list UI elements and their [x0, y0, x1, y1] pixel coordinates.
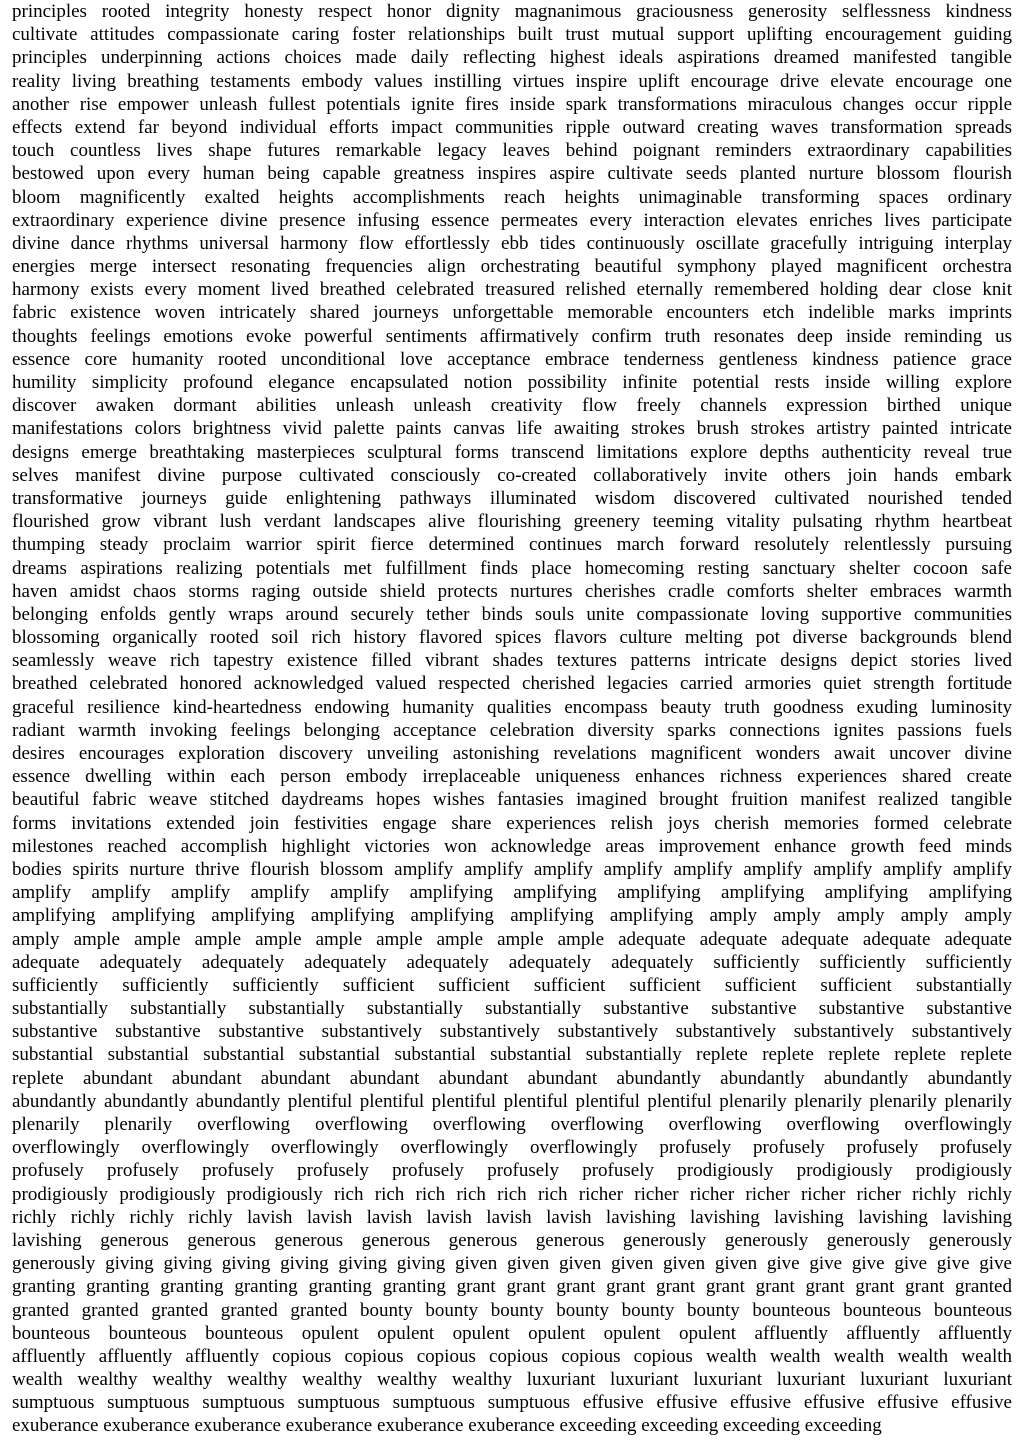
text-line: thumping steady proclaim warrior spirit fierce determined continues march forward resolutely relentlessly pursuing — [12, 534, 1012, 556]
text-line: amplifying amplifying amplifying amplifying amplifying amplifying amplifying amply amply amply amply amply — [12, 905, 1012, 927]
text-line: replete abundant abundant abundant abundant abundant abundant abundantly abundantly abundantly abundantly — [12, 1067, 1012, 1089]
text-line: prodigiously prodigiously prodigiously rich rich rich rich rich rich richer richer richer richer richer richer richly richly — [12, 1183, 1012, 1205]
text-line: bodies spirits nurture thrive flourish blossom amplify amplify amplify amplify amplify amplify amplify amplify amplify — [12, 858, 1012, 880]
text-line: another rise empower unleash fullest potentials ignite fires inside spark transformations miraculous changes occur ripple — [12, 93, 1012, 115]
text-line: adequate adequately adequately adequately adequately adequately adequately sufficiently sufficiently sufficiently — [12, 951, 1012, 973]
text-line: touch countless lives shape futures remarkable legacy leaves behind poignant reminders extraordinary capabilities — [12, 140, 1012, 162]
text-line: milestones reached accomplish highlight victories won acknowledge areas improvement enhance growth feed minds — [12, 835, 1012, 857]
text-line: haven amidst chaos storms raging outside shield protects nurtures cherishes cradle comforts shelter embraces warmth — [12, 580, 1012, 602]
text-line: bloom magnificently exalted heights accomplishments reach heights unimaginable transforming spaces ordinary — [12, 186, 1012, 208]
text-line: sufficiently sufficiently sufficiently sufficient sufficient sufficient sufficient sufficient sufficient substantially — [12, 974, 1012, 996]
text-line: profusely profusely profusely profusely profusely profusely profusely prodigiously prodigiously prodigiously — [12, 1160, 1012, 1182]
text-line: wealth wealthy wealthy wealthy wealthy wealthy wealthy luxuriant luxuriant luxuriant luxuriant luxuriant luxuriant — [12, 1369, 1012, 1391]
text-line: beautiful fabric weave stitched daydreams hopes wishes fantasies imagined brought fruition manifest realized tangible — [12, 789, 1012, 811]
text-line: energies merge intersect resonating frequencies align orchestrating beautiful symphony played magnificent orchestra — [12, 256, 1012, 278]
text-line: granted granted granted granted granted bounty bounty bounty bounty bounty bounty bounteous bounteous bounteous — [12, 1299, 1012, 1321]
text-line: dreams aspirations realizing potentials met fulfillment finds place homecoming resting sanctuary shelter cocoon safe — [12, 557, 1012, 579]
text-line: thoughts feelings emotions evoke powerful sentiments affirmatively confirm truth resonates deep inside reminding us — [12, 325, 1012, 347]
text-line: radiant warmth invoking feelings belonging acceptance celebration diversity sparks connections ignites passions fuels — [12, 719, 1012, 741]
text-line: sumptuous sumptuous sumptuous sumptuous sumptuous sumptuous effusive effusive effusive effusive effusive effusive — [12, 1392, 1012, 1414]
text-line: transformative journeys guide enlightening pathways illuminated wisdom discovered cultivated nourished tended — [12, 487, 1012, 509]
text-line: seamlessly weave rich tapestry existence filled vibrant shades textures patterns intricate designs depict stories lived — [12, 650, 1012, 672]
text-line: discover awaken dormant abilities unleash unleash creativity flow freely channels expression birthed unique — [12, 395, 1012, 417]
text-line: forms invitations extended join festivities engage share experiences relish joys cherish memories formed celebrate — [12, 812, 1012, 834]
text-line: essence core humanity rooted unconditional love acceptance embrace tenderness gentleness kindness patience grace — [12, 348, 1012, 370]
text-line: cultivate attitudes compassionate caring foster relationships built trust mutual support uplifting encouragement guiding — [12, 24, 1012, 46]
text-line: principles rooted integrity honesty respect honor dignity magnanimous graciousness generosity selflessness kindness — [12, 1, 1012, 22]
text-line: amply ample ample ample ample ample ample ample ample ample adequate adequate adequate adequate adequate — [12, 928, 1012, 950]
text-line: designs emerge breathtaking masterpieces sculptural forms transcend limitations explore depths authenticity reveal true — [12, 441, 1012, 463]
text-line: overflowingly overflowingly overflowingly overflowingly overflowingly profusely profusely profusely profusely — [12, 1137, 1012, 1159]
text-line: belonging enfolds gently wraps around securely tether binds souls unite compassionate loving supportive communities — [12, 603, 1012, 625]
text-line: graceful resilience kind-heartedness endowing humanity qualities encompass beauty truth goodness exuding luminosity — [12, 696, 1012, 718]
text-line: selves manifest divine purpose cultivated consciously co-created collaboratively invite others join hands embark — [12, 464, 1012, 486]
text-line: extraordinary experience divine presence infusing essence permeates every interaction elevates enriches lives participate — [12, 209, 1012, 231]
text-line: harmony exists every moment lived breathed celebrated treasured relished eternally remembered holding dear close knit — [12, 279, 1012, 301]
text-line: desires encourages exploration discovery unveiling astonishing revelations magnificent wonders await uncover divine — [12, 743, 1012, 764]
text-line: substantial substantial substantial substantial substantial substantial substantially replete replete replete replete replete — [12, 1044, 1012, 1066]
text-line: plenarily plenarily overflowing overflowing overflowing overflowing overflowing overflowing overflowingly — [12, 1114, 1012, 1135]
text-line: bestowed upon every human being capable greatness inspires aspire cultivate seeds planted nurture blossom flourish — [12, 163, 1012, 185]
text-line: richly richly richly richly lavish lavish lavish lavish lavish lavish lavishing lavishing lavishing lavishing lavishing — [12, 1206, 1012, 1228]
text-line: exuberance exuberance exuberance exuberance exuberance exuberance exceeding exceeding exceeding exceeding — [12, 1415, 882, 1437]
text-line: amplify amplify amplify amplify amplify amplifying amplifying amplifying amplifying amplifying amplifying — [12, 882, 1012, 904]
text-line: flourished grow vibrant lush verdant landscapes alive flourishing greenery teeming vitality pulsating rhythm heartbeat — [12, 511, 1012, 533]
text-line: affluently affluently affluently copious copious copious copious copious copious wealth wealth wealth wealth wealth — [12, 1345, 1012, 1367]
text-line: substantive substantive substantive substantively substantively substantively substantively substantively substantively — [12, 1021, 1012, 1043]
text-line: lavishing generous generous generous generous generous generous generously generously generously generously — [12, 1229, 1012, 1251]
text-line: essence dwelling within each person embody irreplaceable uniqueness enhances richness experiences shared create — [12, 766, 1012, 788]
text-line: substantially substantially substantially substantially substantially substantive substantive substantive substantive — [12, 998, 1012, 1020]
text-line: humility simplicity profound elegance encapsulated notion possibility infinite potential rests inside willing explore — [12, 372, 1012, 393]
text-line: effects extend far beyond individual efforts impact communities ripple outward creating waves transformation spreads — [12, 116, 1012, 138]
text-line: bounteous bounteous bounteous opulent opulent opulent opulent opulent opulent affluently affluently affluently — [12, 1322, 1012, 1344]
text-line: reality living breathing testaments embody values instilling virtues inspire uplift encourage drive elevate encourage one — [12, 70, 1012, 92]
text-line: blossoming organically rooted soil rich history flavored spices flavors culture melting pot diverse backgrounds blend — [12, 627, 1012, 649]
text-line: granting granting granting granting granting granting grant grant grant grant grant grant grant grant grant grant granted — [12, 1276, 1012, 1298]
text-line: divine dance rhythms universal harmony flow effortlessly ebb tides continuously oscillate gracefully intriguing interplay — [12, 232, 1012, 254]
text-line: breathed celebrated honored acknowledged valued respected cherished legacies carried armories quiet strength fortitude — [12, 673, 1012, 695]
text-line: manifestations colors brightness vivid palette paints canvas life awaiting strokes brush strokes artistry painted intricate — [12, 418, 1012, 440]
text-line: principles underpinning actions choices made daily reflecting highest ideals aspirations dreamed manifested tangible — [12, 47, 1012, 69]
text-line: fabric existence woven intricately shared journeys unforgettable memorable encounters etch indelible marks imprints — [12, 302, 1012, 324]
text-line: abundantly abundantly abundantly plentiful plentiful plentiful plentiful plentiful plentiful plenarily plenarily plenarily plenarily — [12, 1090, 1012, 1112]
text-line: generously giving giving giving giving giving giving given given given given given given give give give give give give — [12, 1253, 1012, 1275]
